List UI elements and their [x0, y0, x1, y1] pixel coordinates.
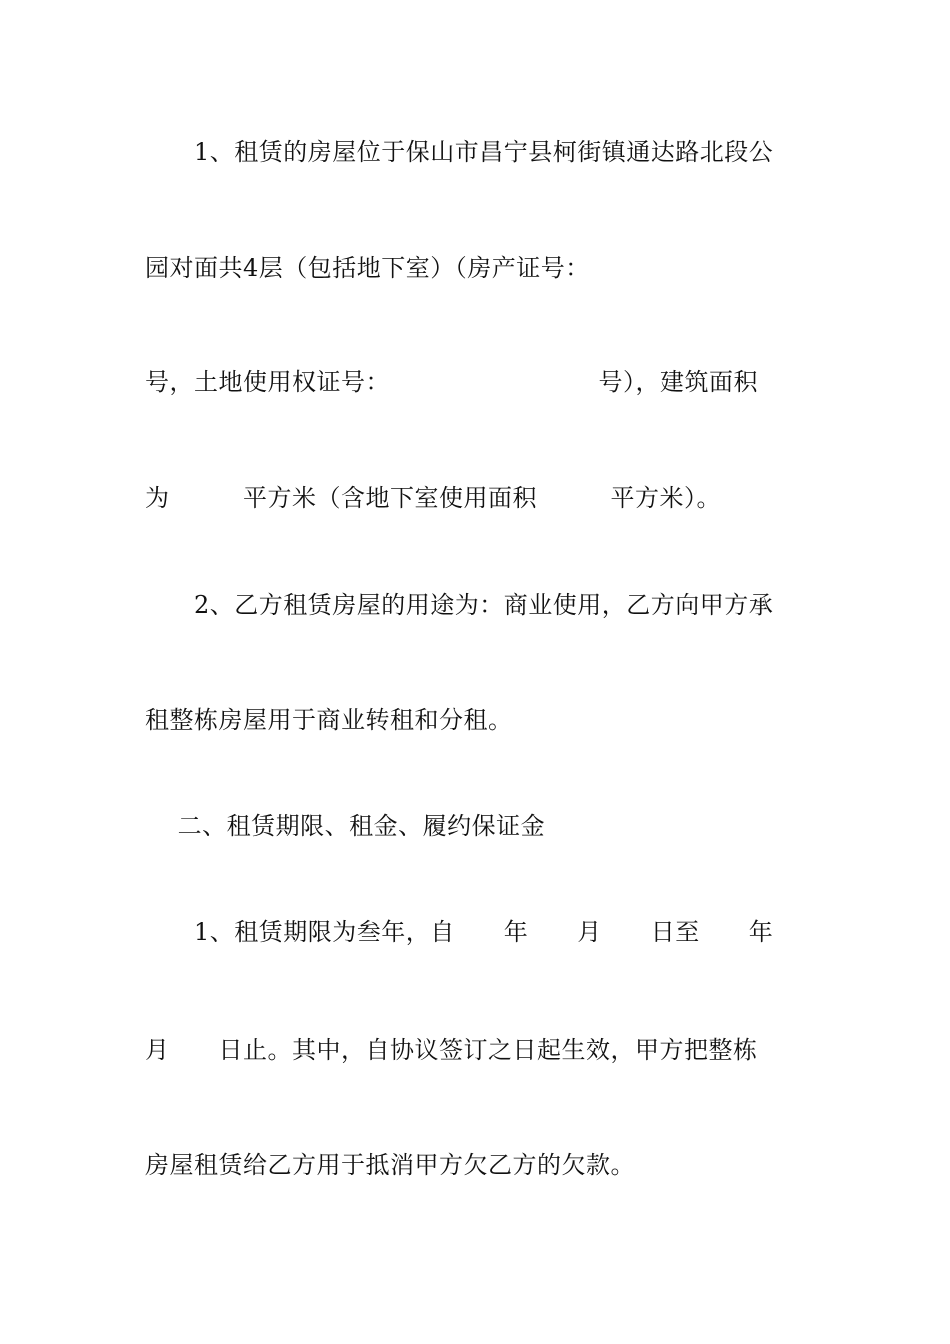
- paragraph-line: 号，土地使用权证号： 号），建筑面积: [145, 368, 758, 396]
- paragraph-line: 2、乙方租赁房屋的用途为：商业使用，乙方向甲方承: [145, 591, 774, 619]
- paragraph-line: 月 日止。其中，自协议签订之日起生效，甲方把整栋: [145, 1036, 758, 1064]
- paragraph-line: 房屋租赁给乙方用于抵消甲方欠乙方的欠款。: [145, 1151, 635, 1179]
- paragraph-line: 租整栋房屋用于商业转租和分租。: [145, 706, 513, 734]
- section-heading: 二、租赁期限、租金、履约保证金: [145, 812, 546, 840]
- paragraph-line: 园对面共4层（包括地下室）（房产证号：: [145, 254, 590, 282]
- paragraph-line: 1、租赁的房屋位于保山市昌宁县柯街镇通达路北段公: [145, 138, 774, 166]
- paragraph-line: 为 平方米（含地下室使用面积 平方米）。: [145, 484, 721, 512]
- paragraph-line: 1、租赁期限为叁年，自 年 月 日至 年: [145, 918, 774, 946]
